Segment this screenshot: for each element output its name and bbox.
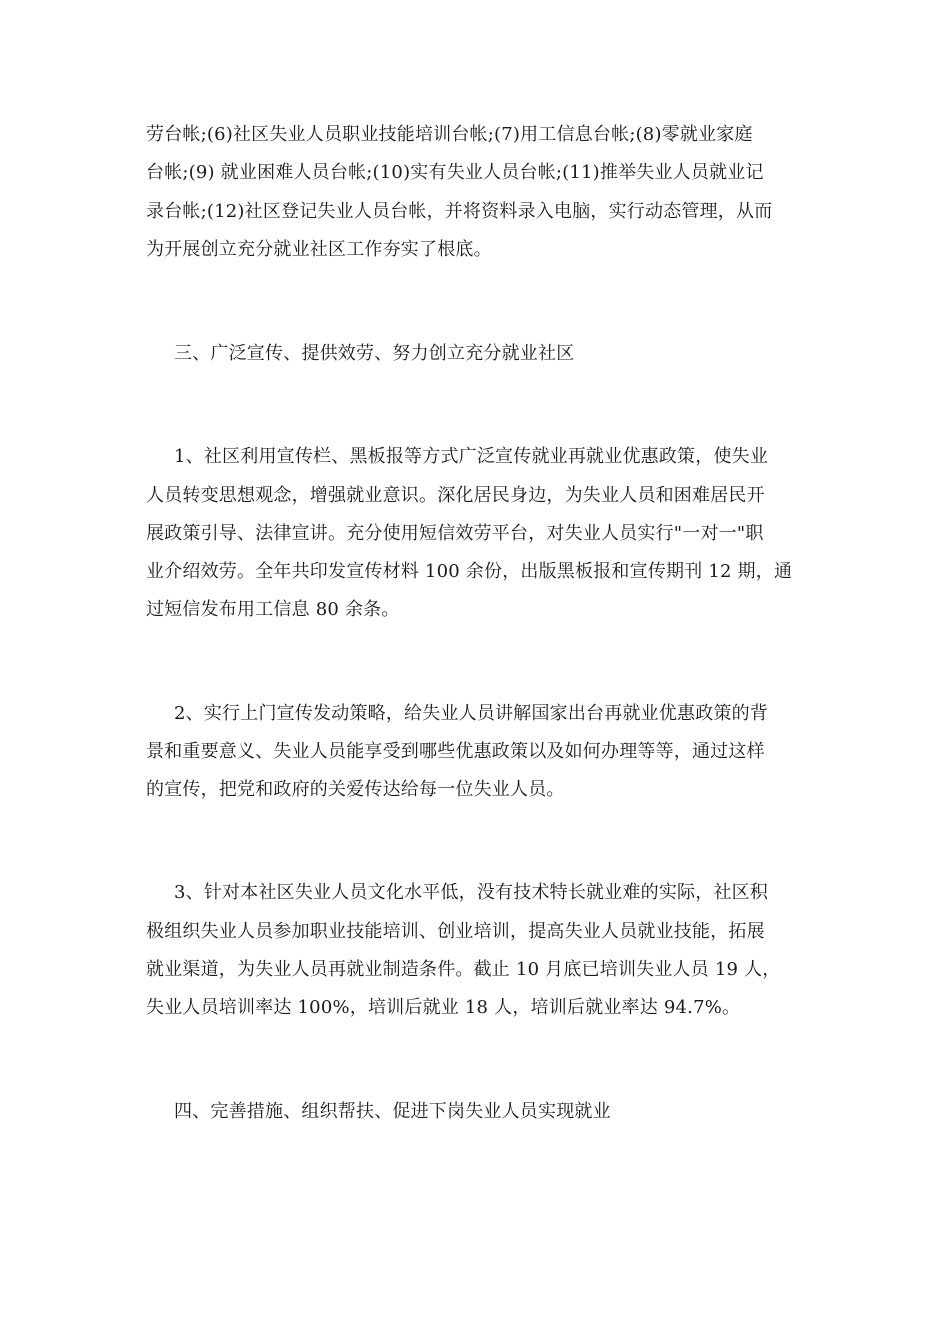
text-line: 1、社区利用宣传栏、黑板报等方式广泛宣传就业再就业优惠政策，使失业 xyxy=(174,446,769,467)
text-line: 展政策引导、法律宣讲。充分使用短信效劳平台，对失业人员实行"一对一"职 xyxy=(146,523,764,544)
text-line: 2、实行上门宣传发动策略，给失业人员讲解国家出台再就业优惠政策的背 xyxy=(174,703,769,724)
text-line: 3、针对本社区失业人员文化水平低，没有技术特长就业难的实际，社区积 xyxy=(174,882,769,903)
text-line: 的宣传，把党和政府的关爱传达给每一位失业人员。 xyxy=(146,779,565,800)
text-line: 录台帐;(12)社区登记失业人员台帐，并将资料录入电脑，实行动态管理，从而 xyxy=(146,201,773,222)
section-heading-3: 三、广泛宣传、提供效劳、努力创立充分就业社区 xyxy=(174,343,575,364)
text-line: 台帐;(9) 就业困难人员台帐;(10)实有失业人员台帐;(11)推举失业人员就业记 xyxy=(146,162,764,183)
text-line: 过短信发布用工信息 80 余条。 xyxy=(146,599,400,620)
text-line: 极组织失业人员参加职业技能培训、创业培训，提高失业人员就业技能，拓展 xyxy=(146,921,765,942)
text-line: 人员转变思想观念，增强就业意识。深化居民身边，为失业人员和困难居民开 xyxy=(146,485,765,506)
text-line: 为开展创立充分就业社区工作夯实了根底。 xyxy=(146,239,492,260)
text-line: 景和重要意义、失业人员能享受到哪些优惠政策以及如何办理等等，通过这样 xyxy=(146,741,765,762)
section-heading-4: 四、完善措施、组织帮扶、促进下岗失业人员实现就业 xyxy=(174,1101,611,1122)
text-line: 劳台帐;(6)社区失业人员职业技能培训台帐;(7)用工信息台帐;(8)零就业家庭 xyxy=(146,124,753,145)
text-line: 失业人员培训率达 100%，培训后就业 18 人，培训后就业率达 94.7%。 xyxy=(146,997,741,1018)
text-line: 业介绍效劳。全年共印发宣传材料 100 余份，出版黑板报和宣传期刊 12 期，通 xyxy=(146,561,793,582)
text-line: 就业渠道，为失业人员再就业制造条件。截止 10 月底已培训失业人员 19 人， xyxy=(146,959,781,980)
